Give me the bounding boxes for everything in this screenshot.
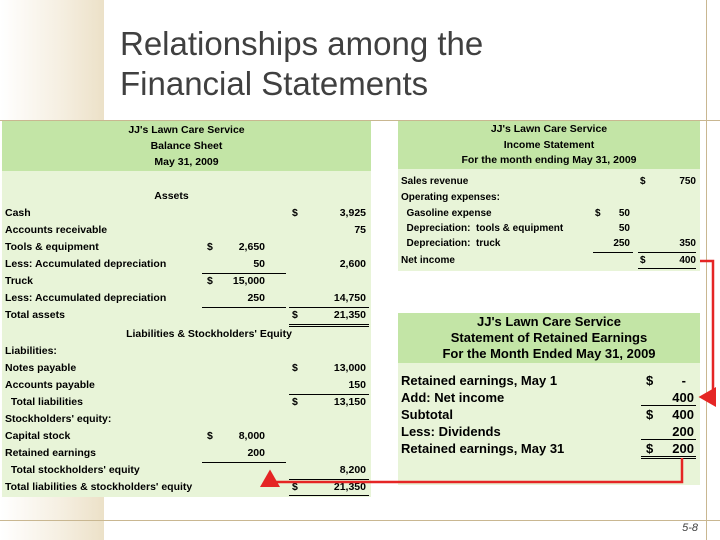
currency-symbol: $ [292,396,298,408]
table-row [2,394,371,411]
company-name: JJ's Lawn Care Service [128,124,245,136]
table-row [398,236,700,253]
table-row [398,371,700,388]
table-row [2,273,371,290]
statement-date: For the month ending May 31, 2009 [461,154,637,166]
currency-symbol: $ [292,362,298,374]
row-label: Net income [401,255,455,266]
slide-title-line-1: Relationships among the [120,25,484,62]
table-row [2,307,371,324]
double-underline [289,495,369,496]
row-label: Total stockholders' equity [5,464,140,476]
statement-name: Income Statement [503,138,595,151]
table-row [2,222,371,239]
statement-date: For the Month Ended May 31, 2009 [442,346,656,361]
amount: 250 [247,292,265,304]
row-label: Accounts payable [5,379,95,391]
balance-sheet [2,121,371,497]
slide-title-line-2: Financial Statements [120,65,429,102]
amount: 8,000 [238,430,265,442]
table-row [2,360,371,377]
page-number: 5-8 [682,522,698,534]
slide-divider-right [706,0,707,540]
table-row [2,377,371,394]
row-label: Operating expenses: [401,192,500,203]
row-label: Less: Accumulated depreciation [5,292,167,304]
table-row [2,343,371,360]
row-label: Total liabilities [5,396,83,408]
row-label: Total liabilities & stockholders' equity [5,481,193,493]
table-row [2,256,371,273]
row-label: Depreciation: tools & equipment [401,223,564,234]
currency-symbol: $ [292,309,298,321]
statement-date: May 31, 2009 [154,156,219,168]
amount: 750 [679,176,696,187]
income-statement-header [398,121,700,169]
table-row [398,190,700,207]
table-row [2,239,371,256]
amount: 21,350 [333,481,366,493]
row-label: Accounts receivable [5,224,108,236]
double-underline [638,268,696,269]
row-label: Liabilities: [5,345,57,357]
table-row [398,439,700,456]
amount: 50 [253,258,265,270]
currency-symbol: $ [292,207,298,219]
amount: 50 [618,223,630,234]
table-row [2,205,371,222]
amount: 150 [348,379,366,391]
table-row [2,290,371,307]
net-income-amount: 400 [679,255,696,266]
double-underline [641,456,696,457]
table-row [2,445,371,462]
amount: 3,925 [339,207,366,219]
row-label: Gasoline expense [401,208,492,219]
table-row [398,174,700,191]
amount: 350 [679,238,696,249]
amount: 400 [672,407,694,422]
amount: 50 [618,208,630,219]
table-row [2,411,371,428]
amount: 14,750 [333,292,366,304]
amount: 2,650 [238,241,265,253]
row-label: Less: Accumulated depreciation [5,258,167,270]
assets-heading: Assets [154,190,189,202]
currency-symbol: $ [640,255,646,266]
balance-sheet-header [2,121,371,171]
row-label: Tools & equipment [5,241,99,253]
retained-earnings-amount: 200 [247,447,265,459]
table-row [398,422,700,439]
row-label: Stockholders' equity: [5,413,112,425]
table-row [2,462,371,479]
currency-symbol: $ [207,430,213,442]
amount: 75 [354,224,366,236]
slide-title [120,24,680,104]
amount: 2,600 [339,258,366,270]
table-row [2,428,371,445]
currency-symbol: $ [640,176,646,187]
currency-symbol: $ [207,275,213,287]
company-name: JJ's Lawn Care Service [476,314,621,329]
liabilities-heading-row [2,326,371,343]
currency-symbol: $ [646,373,654,388]
underline [289,324,369,325]
row-label: Notes payable [5,362,77,374]
amount: - [681,373,686,388]
retained-earnings-statement [398,313,700,485]
amount: 15,000 [232,275,265,287]
row-label: Subtotal [401,407,453,422]
liabilities-heading: Liabilities & Stockholders' Equity [126,328,292,340]
amount: 13,150 [333,396,366,408]
row-label: Retained earnings, May 1 [401,373,558,388]
row-label: Sales revenue [401,176,469,187]
net-income-amount: 400 [672,390,694,405]
currency-symbol: $ [646,407,654,422]
currency-symbol: $ [292,481,298,493]
currency-symbol: $ [595,208,601,219]
amount: 13,000 [333,362,366,374]
row-label: Less: Dividends [401,424,501,439]
row-label: Depreciation: truck [401,238,501,249]
statement-name: Balance Sheet [150,140,223,152]
table-row [2,479,371,496]
assets-heading-row [2,188,371,205]
statement-name: Statement of Retained Earnings [450,330,648,345]
table-row [398,388,700,405]
amount: 8,200 [339,464,366,476]
row-label: Cash [5,207,31,219]
currency-symbol: $ [646,441,654,456]
company-name: JJ's Lawn Care Service [490,123,608,135]
row-label: Total assets [5,309,65,321]
currency-symbol: $ [207,241,213,253]
row-label: Retained earnings, May 31 [401,441,565,456]
income-statement [398,121,700,271]
row-label: Retained earnings [5,447,97,459]
row-label: Capital stock [5,430,71,442]
ending-retained-earnings-amount: 200 [672,441,694,456]
amount: 21,350 [333,309,366,321]
retained-earnings-header [398,313,700,363]
double-underline [641,458,696,459]
amount: 250 [613,238,630,249]
amount: 200 [672,424,694,439]
row-label: Add: Net income [401,390,505,405]
table-row [398,405,700,422]
slide-divider-bottom [0,520,720,521]
row-label: Truck [5,275,34,287]
